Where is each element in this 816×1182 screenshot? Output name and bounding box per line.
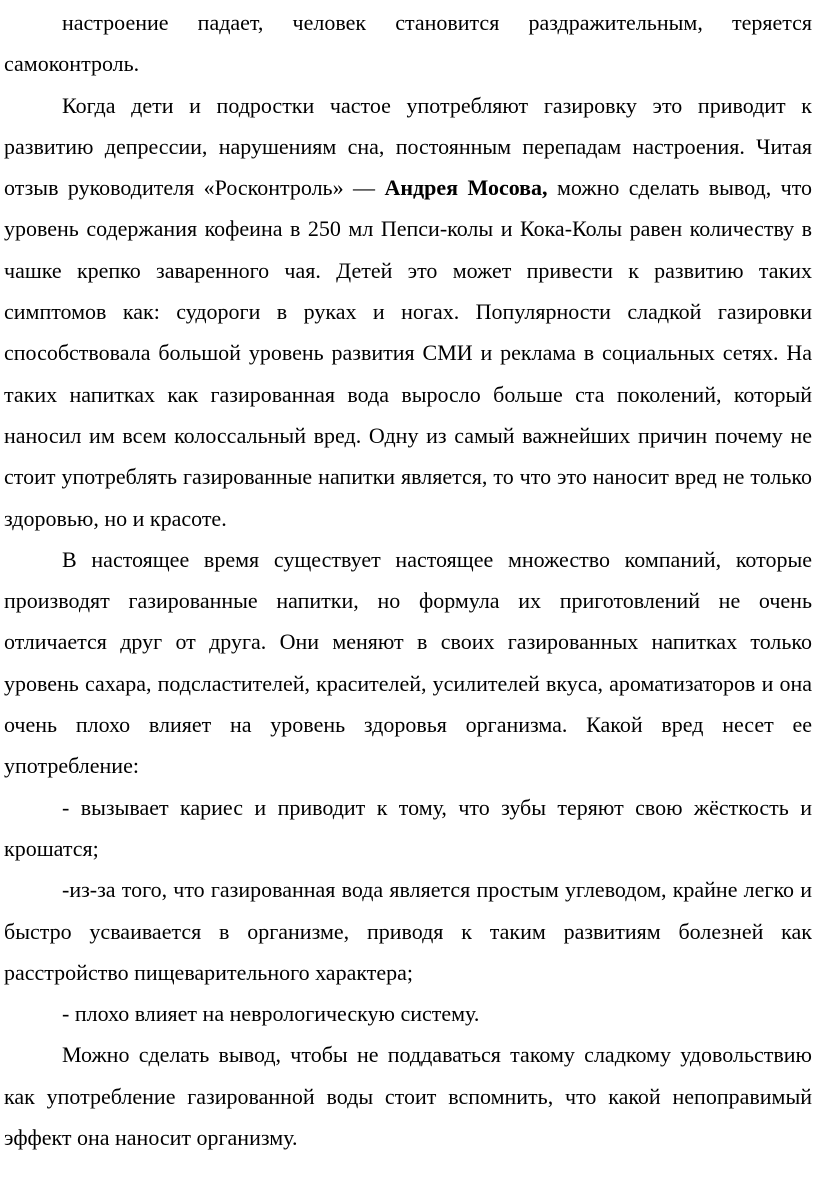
paragraph-companies: В настоящее время существует настоящее множество компаний, которые производят газированные напитки, но формула их приготовлений не очень отличается друг от друга. Они меняют в своих газированных напитках только уровень сахара, подсластителей, красителей, усилителей вкуса, ароматизаторов и она очень плохо влияет на уровень здоровья организма. Какой вред несет ее употребление: xyxy=(4,546,812,779)
paragraph-mood: настроение падает, человек становится раздражительным, теряется самоконтроль. xyxy=(4,10,812,77)
document-page xyxy=(4,2,812,1158)
paragraph-children-soda xyxy=(4,85,812,539)
list-item-caries: - вызывает кариес и приводит к тому, что зубы теряют свою жёсткость и крошатся; xyxy=(4,794,812,861)
list-item-neurological: - плохо влияет на неврологическую систему. xyxy=(62,1001,480,1027)
paragraph-text: можно сделать вывод, что уровень содержания кофеина в 250 мл Пепси-колы и Кока-Колы равен количеству в чашке крепко заваренного чая. Детей это может привести к развитию таких симптомов как: судороги в руках и ногах. Популярности сладкой газировки способствовала большой уровень развития СМИ и реклама в социальных сетях. На таких напитках как газированная вода выросло больше ста поколений, который наносил им всем колоссальный вред. Одну из самый важнейших причин почему не стоит употреблять газированные напитки является, то что это наносит вред не только здоровью, но и красоте. xyxy=(4,175,813,531)
paragraph-conclusion: Можно сделать вывод, чтобы не поддаваться такому сладкому удовольствию как употребление газированной воды стоит вспомнить, что какой непоправимый эффект она наносит организму. xyxy=(4,1042,812,1151)
paragraph-text: Когда дети и подростки частое употребляют газировку это приводит к развитию депрессии, нарушениям сна, постоянным перепадам настроения. Читая отзыв руководителя «Росконтроль» — xyxy=(4,92,812,201)
bold-name: Андрея Мосова, xyxy=(384,175,548,201)
list-item-carbohydrate: -из-за того, что газированная вода является простым углеводом, крайне легко и быстро усваивается в организме, приводя к таким развитиям болезней как расстройство пищеварительного характера; xyxy=(4,877,812,985)
